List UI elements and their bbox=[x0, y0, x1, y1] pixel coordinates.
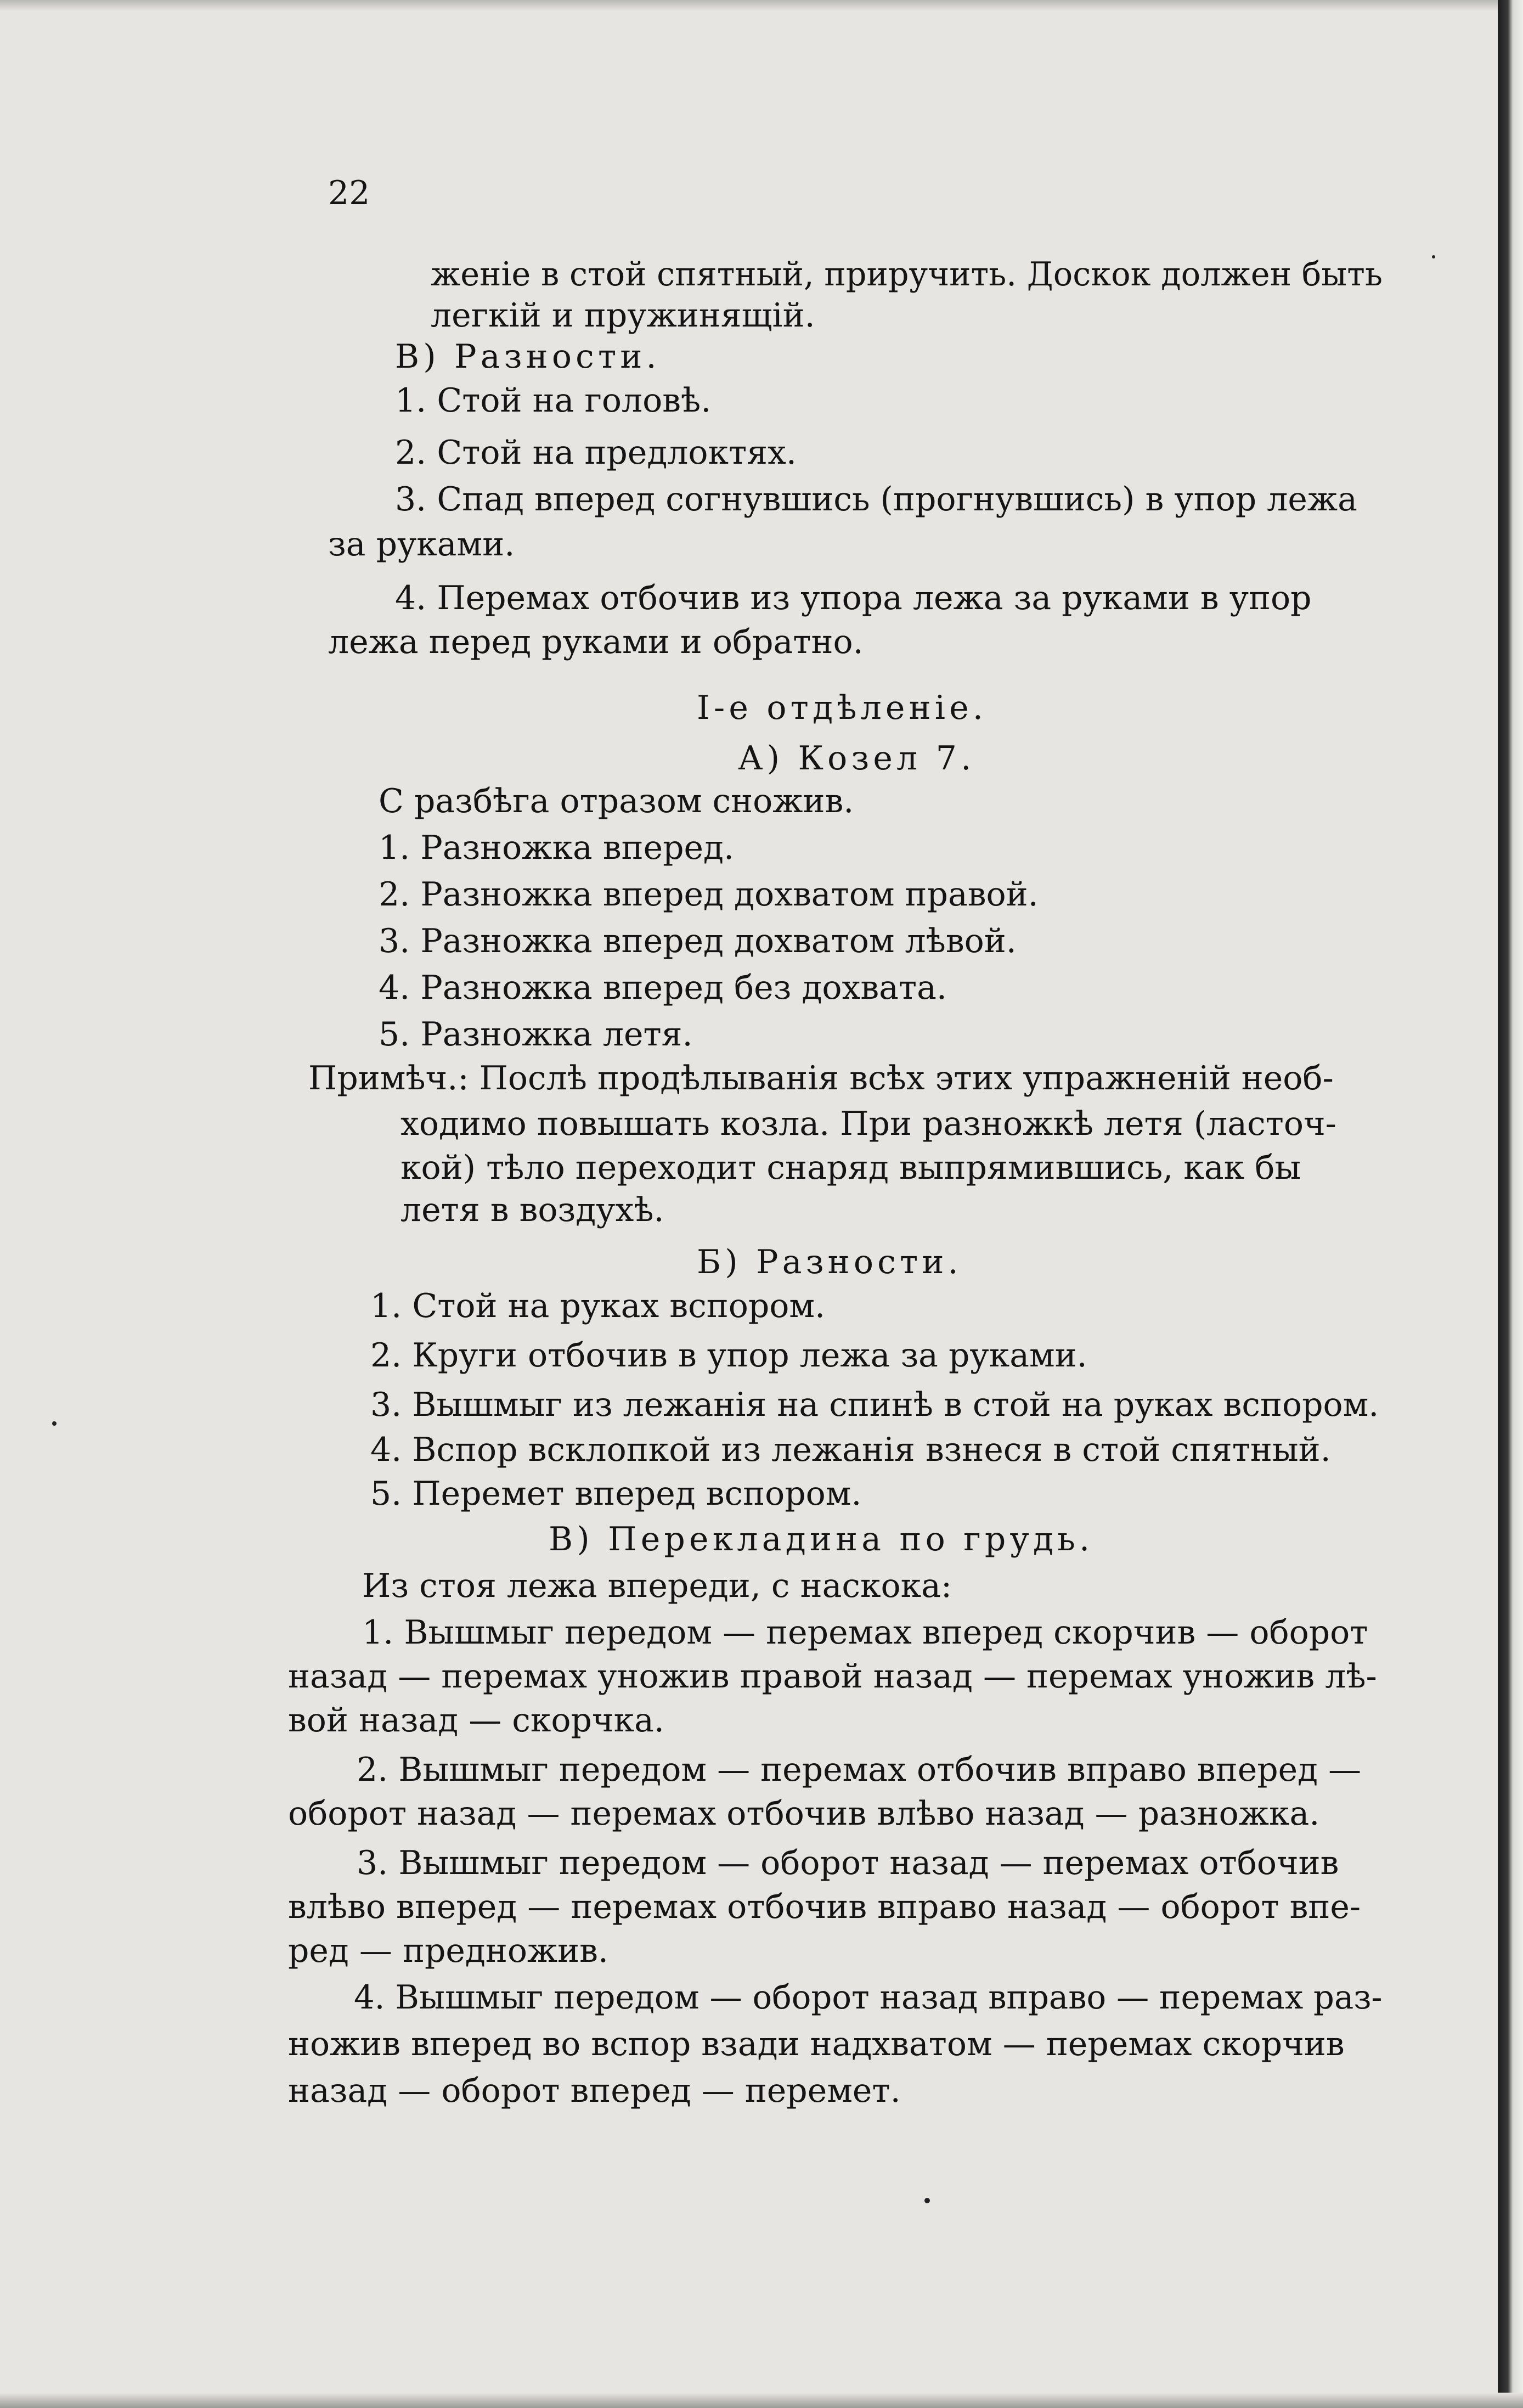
note-line: Примѣч.: Послѣ продѣлыванія всѣх этих упражненій необ- bbox=[308, 1059, 1334, 1098]
list-item: 1. Разножка вперед. bbox=[379, 829, 735, 867]
list-item: 3. Вышмыг передом — оборот назад — перемах отбочив bbox=[357, 1844, 1339, 1882]
list-item: 1. Стой на головѣ. bbox=[395, 381, 712, 420]
list-item: 1. Вышмыг передом — перемах вперед скорчив — оборот bbox=[362, 1613, 1368, 1652]
subsection-heading: Б) Разности. bbox=[697, 1243, 962, 1281]
list-item: 1. Стой на руках вспором. bbox=[370, 1287, 826, 1325]
list-item: 4. Вспор всклопкой из лежанія взнеся в стой спятный. bbox=[370, 1431, 1331, 1469]
note-line: ходимо повышать козла. При разножкѣ летя (ласточ- bbox=[401, 1105, 1336, 1143]
list-item: 3. Вышмыг из лежанія на спинѣ в стой на руках вспором. bbox=[370, 1386, 1379, 1424]
text-line: за руками. bbox=[328, 525, 515, 564]
text-line: легкій и пружинящій. bbox=[431, 296, 815, 335]
ink-speck bbox=[52, 1421, 57, 1426]
text-line: назад — оборот вперед — перемет. bbox=[288, 2072, 901, 2110]
list-item: 2. Вышмыг передом — перемах отбочив вправо вперед — bbox=[357, 1751, 1362, 1789]
list-item: 3. Разножка вперед дохватом лѣвой. bbox=[379, 922, 1017, 960]
list-item: 2. Стой на предлоктях. bbox=[395, 434, 797, 472]
text-line: ред — предножив. bbox=[288, 1932, 609, 1970]
text-line: ножив вперед во вспор взади надхватом — перемах скорчив bbox=[288, 2025, 1345, 2063]
section-heading: І-е отдѣленіе. bbox=[697, 689, 988, 727]
text-line: С разбѣга отразом сножив. bbox=[379, 782, 854, 820]
list-item: 4. Разножка вперед без дохвата. bbox=[379, 969, 947, 1007]
note-line: кой) тѣло переходит снаряд выпрямившись, как бы bbox=[401, 1149, 1301, 1187]
list-item: 5. Разножка летя. bbox=[379, 1015, 693, 1054]
subsection-heading: В) Перекладина по грудь. bbox=[549, 1520, 1094, 1559]
list-item: 4. Вышмыг передом — оборот назад вправо — перемах раз- bbox=[354, 1978, 1383, 2017]
list-item: 4. Перемах отбочив из упора лежа за руками в упор bbox=[395, 579, 1312, 617]
list-item: 3. Спад вперед согнувшись (прогнувшись) в упор лежа bbox=[395, 480, 1357, 519]
text-line: Из стоя лежа впереди, с наскока: bbox=[362, 1567, 952, 1605]
ink-speck bbox=[1432, 255, 1435, 258]
text-line: оборот назад — перемах отбочив влѣво назад — разножка. bbox=[288, 1794, 1320, 1833]
text-line: лежа перед руками и обратно. bbox=[328, 623, 864, 661]
text-line: назад — перемах уножив правой назад — перемах уножив лѣ- bbox=[288, 1657, 1377, 1696]
section-heading: В) Разности. bbox=[395, 337, 661, 376]
page-bottom-edge bbox=[0, 2393, 1523, 2408]
text-line: влѣво вперед — перемах отбочив вправо назад — оборот впе- bbox=[288, 1888, 1361, 1926]
note-line: летя в воздухѣ. bbox=[401, 1191, 664, 1229]
list-item: 2. Круги отбочив в упор лежа за руками. bbox=[370, 1336, 1087, 1375]
ink-speck bbox=[924, 2198, 930, 2203]
subsection-heading: А) Козел 7. bbox=[738, 739, 975, 778]
list-item: 2. Разножка вперед дохватом правой. bbox=[379, 875, 1039, 914]
text-line: вой назад — скорчка. bbox=[288, 1701, 664, 1740]
page-number: 22 bbox=[328, 174, 370, 212]
page-right-edge bbox=[1498, 0, 1523, 2408]
list-item: 5. Перемет вперед вспором. bbox=[370, 1475, 862, 1513]
text-line: женіе в стой спятный, приручить. Доскок должен быть bbox=[431, 255, 1383, 294]
page-top-edge bbox=[0, 0, 1498, 11]
